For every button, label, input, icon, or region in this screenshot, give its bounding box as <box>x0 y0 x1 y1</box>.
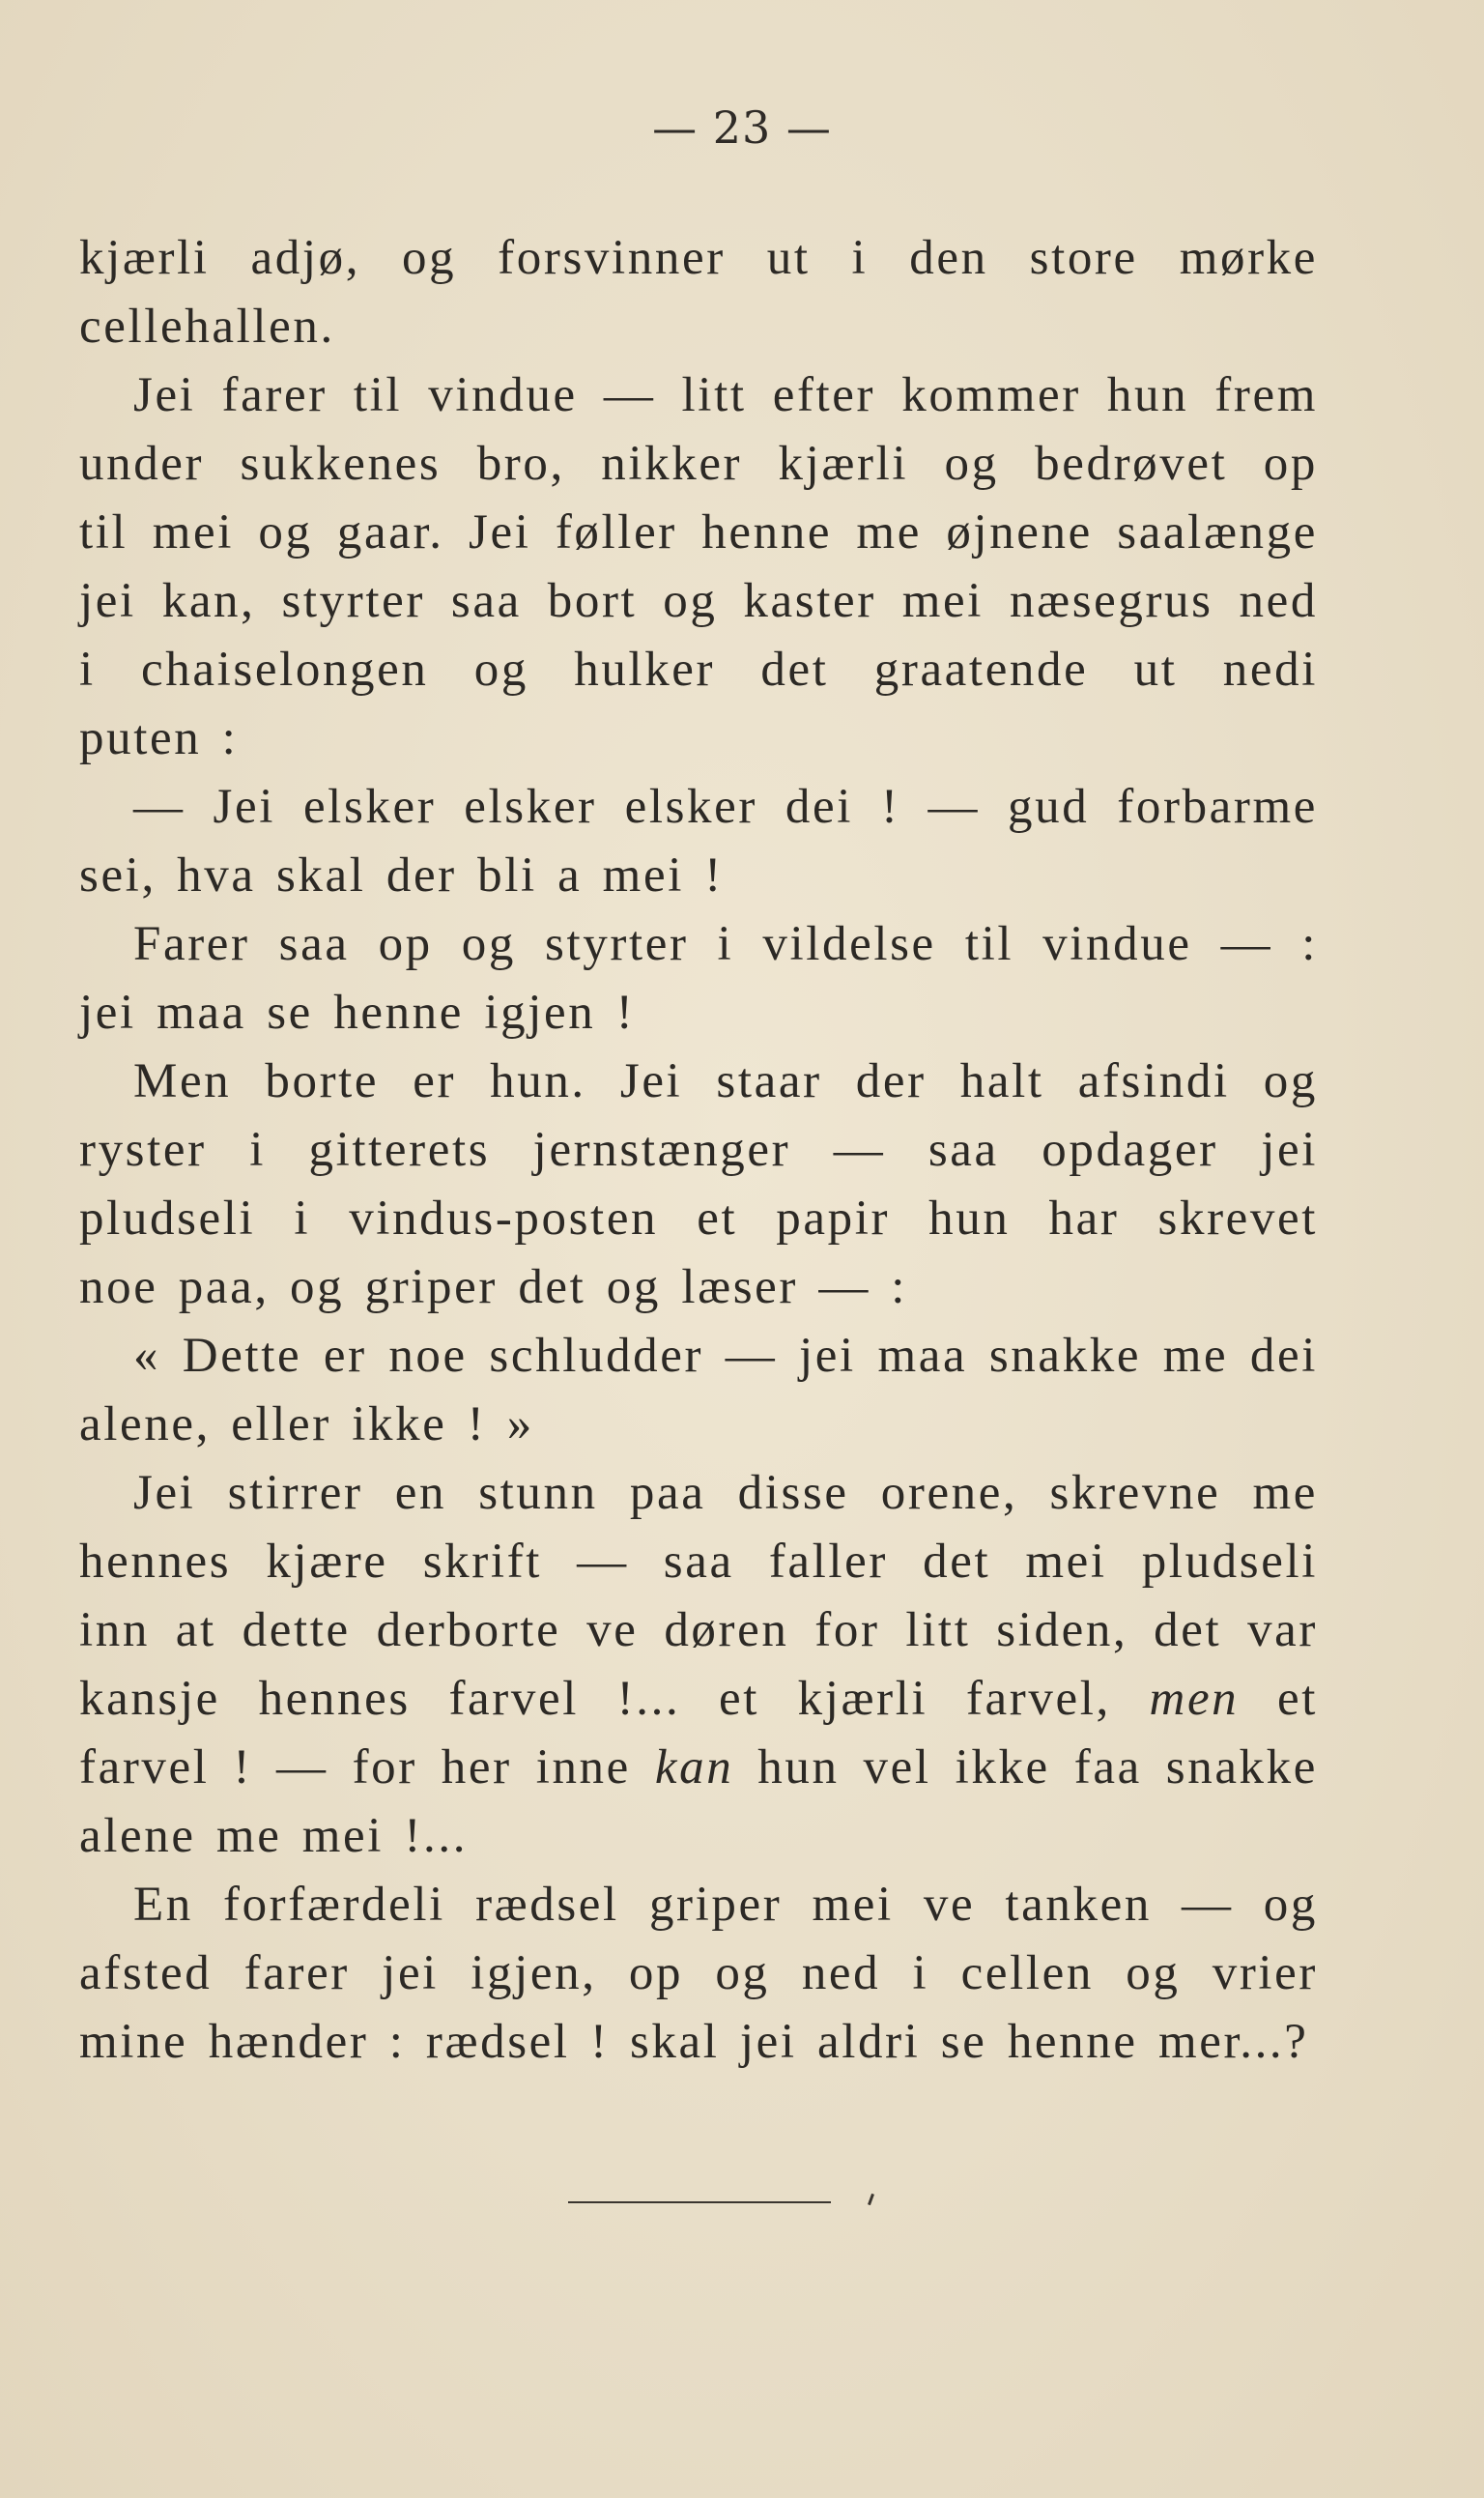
text-line: sei, hva skal der bli a mei ! <box>79 848 724 903</box>
text-line: alene, eller ikke ! » <box>79 1397 534 1451</box>
text-line: « Dette er noe schludder — jei maa snakke me dei <box>133 1329 1318 1383</box>
text-line: Men borte er hun. Jei staar der halt afsindi og <box>133 1054 1318 1108</box>
text-line: Farer saa op og styrter i vildelse til vindue — : <box>133 917 1318 971</box>
text-line: jei maa se henne igjen ! <box>79 986 636 1040</box>
emphasis: men <box>1149 1672 1240 1726</box>
body-text <box>79 224 1318 2077</box>
text-line: En forfærdeli rædsel griper mei ve tanken — og <box>133 1878 1318 1932</box>
text-line: kansje hennes farvel !... et kjærli farvel, men et <box>79 1672 1318 1726</box>
text-line: puten : <box>79 711 239 765</box>
text-line: Jei stirrer en stunn paa disse orene, skrevne me <box>133 1466 1318 1520</box>
ink-speck <box>868 2194 874 2205</box>
text-line: farvel ! — for her inne kan hun vel ikke faa snakke <box>79 1740 1318 1795</box>
text-line: pludseli i vindus-posten et papir hun har skrevet <box>79 1192 1318 1246</box>
end-rule <box>568 2201 831 2203</box>
text-line: cellehallen. <box>79 300 335 354</box>
text-line: Jei farer til vindue — litt efter kommer hun frem <box>133 368 1318 422</box>
text-line: jei kan, styrter saa bort og kaster mei næsegrus ned <box>79 574 1318 628</box>
text-line: kjærli adjø, og forsvinner ut i den store mørke <box>79 231 1318 285</box>
emphasis: kan <box>654 1740 734 1795</box>
text-line: under sukkenes bro, nikker kjærli og bedrøvet op <box>79 437 1318 491</box>
text-line: ryster i gitterets jernstænger — saa opdager jei <box>79 1123 1318 1177</box>
text-line: afsted farer jei igjen, op og ned i cellen og vrier <box>79 1946 1318 2000</box>
text-line: — Jei elsker elsker elsker dei ! — gud forbarme <box>133 780 1318 834</box>
text-line: inn at dette derborte ve døren for litt siden, det var <box>79 1603 1318 1657</box>
text-line: alene me mei !... <box>79 1809 469 1863</box>
text-line: hennes kjære skrift — saa faller det mei pludseli <box>79 1535 1318 1589</box>
page-number: — 23 — <box>652 101 832 154</box>
text-line: til mei og gaar. Jei føller henne me øjnene saalænge <box>79 505 1318 560</box>
text-line: mine hænder : rædsel ! skal jei aldri se henne mer...? <box>79 2015 1309 2069</box>
text-line: i chaiselongen og hulker det graatende ut nedi <box>79 643 1318 697</box>
text-line: noe paa, og griper det og læser — : <box>79 1260 908 1314</box>
